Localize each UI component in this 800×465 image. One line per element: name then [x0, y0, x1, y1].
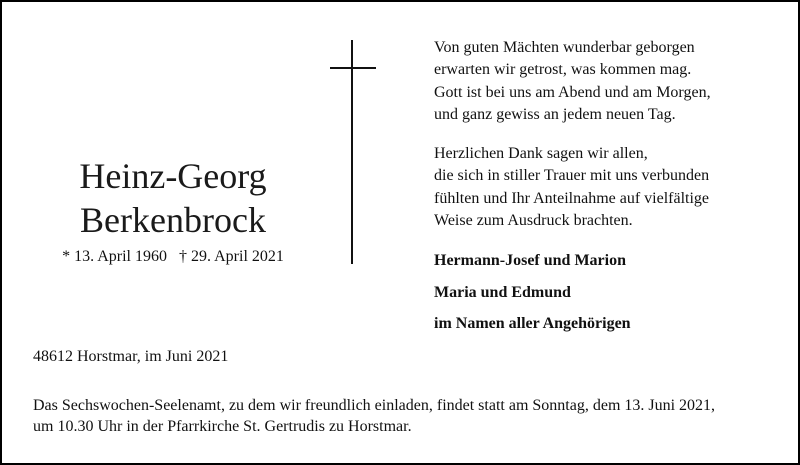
poem-line: erwarten wir getrost, was kommen mag.: [434, 61, 692, 79]
poem: [434, 37, 779, 126]
deceased-first-name: Heinz-Georg: [79, 156, 267, 196]
deceased-last-name: Berkenbrock: [80, 200, 266, 240]
mass-announcement-line: Das Sechswochen-Seelenamt, zu dem wir freundlich einladen, findet statt am Sonntag, dem 13. Juni 2021,: [33, 397, 716, 414]
cross-horizontal-bar: [330, 67, 376, 69]
thanks-line: fühlten und Ihr Anteilnahme auf vielfältige: [434, 189, 710, 207]
life-dates: [32, 247, 314, 267]
signature-line: Hermann-Josef und Marion: [434, 252, 626, 269]
birth-date: * 13. April 1960: [62, 248, 167, 265]
poem-line: Gott ist bei uns am Abend und am Morgen,: [434, 83, 711, 101]
thanks-text: [434, 143, 779, 232]
thanks-line: Herzlichen Dank sagen wir allen,: [434, 145, 648, 162]
cross-vertical-bar: [351, 40, 353, 264]
signature-line: Maria und Edmund: [434, 284, 571, 301]
mass-announcement-line: um 10.30 Uhr in der Pfarrkirche St. Gertrudis zu Horstmar.: [33, 418, 412, 435]
thanks-line: die sich in stiller Trauer mit uns verbunden: [434, 167, 710, 185]
place-date: 48612 Horstmar, im Juni 2021: [33, 348, 229, 365]
death-date: † 29. April 2021: [179, 248, 284, 265]
signature-line: im Namen aller Angehörigen: [434, 315, 631, 332]
mass-announcement: [33, 395, 783, 437]
poem-line: Von guten Mächten wunderbar geborgen: [434, 39, 695, 56]
deceased-name: [32, 154, 314, 242]
thanks-line: Weise zum Ausdruck brachten.: [434, 211, 633, 229]
latin-cross-icon: [330, 40, 376, 264]
poem-line: und ganz gewiss an jedem neuen Tag.: [434, 105, 676, 123]
